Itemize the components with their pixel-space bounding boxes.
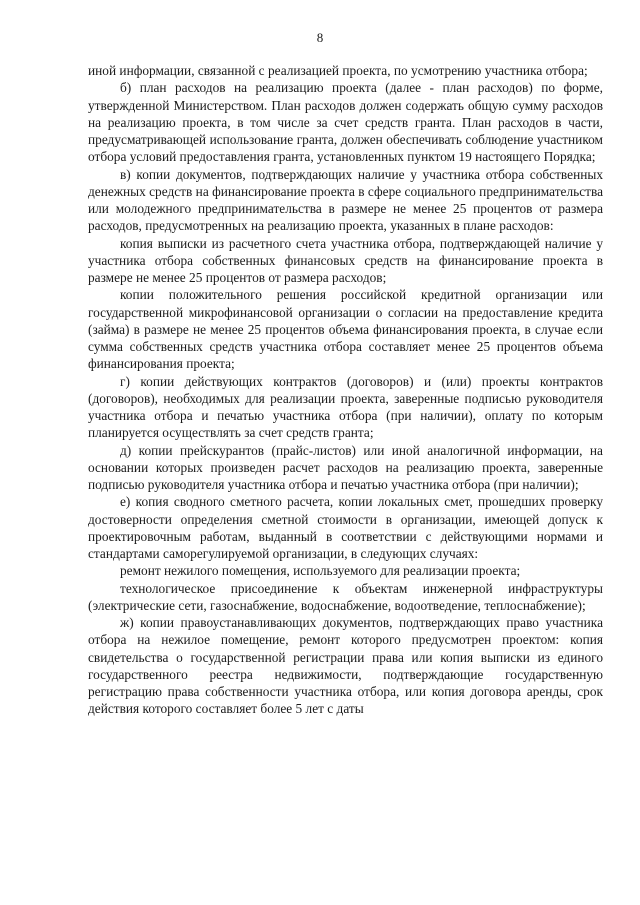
paragraph-item-b: б) план расходов на реализацию проекта (далее - план расходов) по форме, утвержденной Министерством. План расходов должен содержать общую сумму расходов на реализацию проекта, в том числе за счет средств гранта. План расходов в части, предусматривающей использование гранта, должен обеспечивать соблюдение участником отбора условий предоставления гранта, установленных пунктом 19 настоящего Порядка; — [88, 80, 603, 165]
paragraph-item-d: д) копии прейскурантов (прайс-листов) или иной аналогичной информации, на основании которых произведен расчет расходов на реализацию проекта, заверенные подписью руководителя участника отбора и печатью участника отбора (при наличии); — [88, 442, 603, 492]
paragraph-renovation-case: ремонт нежилого помещения, используемого для реализации проекта; — [120, 563, 521, 579]
page-number: 8 — [316, 30, 324, 45]
paragraph-credit-decision: копии положительного решения российской кредитной организации или государственной микрофинансовой организации о согласии на предоставление кредита (займа) в размере не менее 25 процентов объема финансирования проекта, в случае если сумма собственных средств участника отбора составляет менее 25 процентов объема финансирования проекта; — [88, 287, 603, 372]
paragraph-item-v: в) копии документов, подтверждающих наличие у участника отбора собственных денежных средств на финансирование проекта в сфере социального предпринимательства или молодежного предпринимательства в размере не менее 25 процентов от размера расходов, предусмотренных на реализацию проекта, указанных в плане расходов: — [88, 166, 603, 234]
paragraph-item-g: г) копии действующих контрактов (договоров) и (или) проекты контрактов (договоров), необходимых для реализации проекта, заверенные подписью руководителя участника отбора и печатью участника отбора (при наличии), оплату по которым планируется осуществлять за счет средств гранта; — [88, 373, 603, 441]
paragraph-continuation: иной информации, связанной с реализацией проекта, по усмотрению участника отбора; — [88, 63, 588, 78]
paragraph-item-zh: ж) копии правоустанавливающих документов, подтверждающих право участника отбора на нежилое помещение, ремонт которого предусмотрен проектом: копия свидетельства о государственной регистрации права или копия выписки из единого государственного реестра недвижимости, подтверждающие государственную регистрацию права собственности участника отбора, или копия договора аренды, срок действия которого составляет более 5 лет с даты — [88, 615, 603, 717]
paragraph-bank-statement: копия выписки из расчетного счета участника отбора, подтверждающей наличие у участника отбора собственных финансовых средств на финансирование проекта в размере не менее 25 процентов от размера расходов; — [88, 235, 603, 285]
paragraph-item-e: е) копия сводного сметного расчета, копии локальных смет, прошедших проверку достоверности определения сметной стоимости в организации, имеющей допуск к проектировочным работам, выданный в соответствии с действующими нормами и стандартами саморегулируемой организации, в следующих случаях: — [88, 494, 603, 561]
paragraph-utilities-case: технологическое присоединение к объектам инженерной инфраструктуры (электрические сети, газоснабжение, водоснабжение, водоотведение, теплоснабжение); — [88, 580, 603, 613]
document-body — [88, 62, 603, 718]
